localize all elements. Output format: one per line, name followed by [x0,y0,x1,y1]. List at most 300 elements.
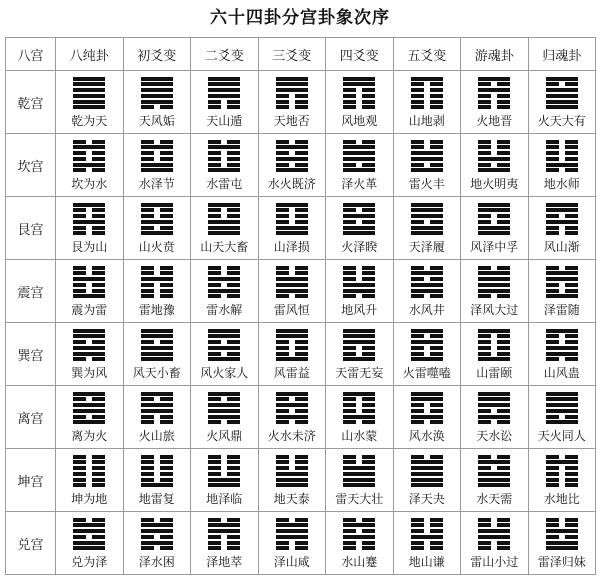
yang-line [478,472,510,476]
hexagram-cell [258,260,326,323]
yin-line [478,94,510,98]
hexagram-name: 山泽损 [273,239,310,254]
hexagram-name: 水泽节 [138,176,175,191]
yang-line [343,357,375,361]
hexagram-name: 水地比 [543,491,580,506]
hexagram-cell [393,260,461,323]
yang-line [546,529,578,533]
yang-line [73,352,105,356]
hexagram-symbol [343,518,375,551]
yin-line [141,294,173,298]
hexagram-symbol [276,518,308,551]
hexagram-name: 坤为地 [71,491,108,506]
yang-line [546,409,578,413]
yin-line [411,220,443,224]
yin-line [478,541,510,545]
yang-line [478,203,510,207]
hexagram-symbol [208,140,240,173]
yang-line [276,168,308,172]
yang-line [276,157,308,161]
yin-line [343,266,375,270]
hexagram-cell [56,512,124,575]
yang-line [276,231,308,235]
hexagram-name: 火风鼎 [206,428,243,443]
hexagram-name: 巽为风 [71,365,108,380]
yang-line [478,226,510,230]
yin-line [141,271,173,275]
hexagram-symbol [141,455,173,488]
yin-line [411,529,443,533]
hexagram-symbol [411,77,443,110]
hexagram-name: 风水涣 [408,428,445,443]
hexagram-name: 山风蛊 [543,365,580,380]
hexagram-cell [461,197,529,260]
yang-line [411,289,443,293]
yin-line [276,271,308,275]
yin-line [343,346,375,350]
yang-line [208,203,240,207]
hexagram-cell [191,449,259,512]
yin-line [141,140,173,144]
yang-line [208,529,240,533]
hexagram-cell [123,386,191,449]
yang-line [73,82,105,86]
yin-line [73,357,105,361]
yang-line [478,231,510,235]
hexagram-cell [191,512,259,575]
yang-line [546,541,578,545]
hexagram-name: 火雷噬嗑 [402,365,451,380]
yin-line [73,466,105,470]
hexagram-name: 水天需 [476,491,513,506]
yang-line [141,529,173,533]
yin-line [141,546,173,550]
hexagram-symbol [276,140,308,173]
hexagram-cell [123,197,191,260]
yang-line [411,231,443,235]
yang-line [141,403,173,407]
yang-line [141,352,173,356]
yang-line [411,472,443,476]
yin-line [546,415,578,419]
yin-line [73,478,105,482]
yin-line [343,403,375,407]
yang-line [546,392,578,396]
yang-line [478,77,510,81]
yang-line [343,151,375,155]
hexagram-symbol [208,203,240,236]
yang-line [546,163,578,167]
hexagram-cell [393,323,461,386]
yin-line [343,518,375,522]
hexagram-cell [191,260,259,323]
yang-line [478,392,510,396]
yin-line [276,460,308,464]
hexagram-symbol [208,518,240,551]
yang-line [73,294,105,298]
hexagram-symbol [73,455,105,488]
yang-line [411,340,443,344]
yin-line [546,466,578,470]
yin-line [546,82,578,86]
yang-line [73,329,105,333]
hexagram-name: 雷山小过 [470,554,519,569]
yin-line [141,460,173,464]
hexagram-name: 风雷益 [273,365,310,380]
yin-line [343,455,375,459]
yang-line [208,409,240,413]
yang-line [208,334,240,338]
yang-line [411,151,443,155]
yin-line [276,340,308,344]
hexagram-symbol [73,392,105,425]
hexagram-cell [56,449,124,512]
yin-line [276,346,308,350]
hexagram-table [5,37,596,575]
yin-line [208,518,240,522]
yang-line [208,483,240,487]
hexagram-symbol [478,77,510,110]
yin-line [276,397,308,401]
hexagram-name: 泽雷随 [543,302,580,317]
hexagram-symbol [141,518,173,551]
yang-line [478,88,510,92]
palace-row [6,323,596,386]
yin-line [478,220,510,224]
hexagram-cell [258,512,326,575]
yin-line [73,214,105,218]
yin-line [411,100,443,104]
hexagram-name: 水山蹇 [341,554,378,569]
palace-row [6,512,596,575]
palace-label: 坎宫 [6,134,56,197]
yang-line [141,203,173,207]
palace-row [6,71,596,134]
yin-line [208,546,240,550]
hexagram-symbol [141,77,173,110]
yang-line [276,529,308,533]
hexagram-symbol [478,329,510,362]
yin-line [343,94,375,98]
header-cell: 三爻变 [258,38,326,71]
yin-line [141,157,173,161]
hexagram-name: 山地剥 [408,113,445,128]
yang-line [343,168,375,172]
yin-line [343,208,375,212]
yang-line [208,88,240,92]
yin-line [208,460,240,464]
yin-line [411,409,443,413]
yang-line [411,168,443,172]
yin-line [343,140,375,144]
yin-line [411,403,443,407]
yin-line [73,472,105,476]
hexagram-symbol [276,455,308,488]
yang-line [276,357,308,361]
yang-line [546,88,578,92]
yin-line [546,357,578,361]
yang-line [141,334,173,338]
yang-line [73,403,105,407]
yang-line [208,168,240,172]
yang-line [546,220,578,224]
yin-line [343,409,375,413]
yin-line [478,294,510,298]
yin-line [546,518,578,522]
hexagram-cell [326,323,394,386]
yin-line [141,226,173,230]
hexagram-cell [258,323,326,386]
yang-line [411,77,443,81]
hexagram-symbol [411,392,443,425]
yang-line [411,208,443,212]
yin-line [546,214,578,218]
hexagram-name: 天火同人 [537,428,586,443]
yang-line [141,163,173,167]
hexagram-name: 离为火 [71,428,108,443]
yang-line [276,289,308,293]
yang-line [208,277,240,281]
yang-line [276,523,308,527]
hexagram-name: 火地晋 [476,113,513,128]
yang-line [141,346,173,350]
hexagram-cell [326,512,394,575]
yin-line [546,157,578,161]
yang-line [546,77,578,81]
yin-line [208,163,240,167]
yin-line [73,415,105,419]
yin-line [343,529,375,533]
yin-line [141,420,173,424]
yin-line [411,163,443,167]
hexagram-cell [258,197,326,260]
yin-line [546,455,578,459]
yang-line [208,82,240,86]
palace-label: 兑宫 [6,512,56,575]
yang-line [478,397,510,401]
hexagram-cell [191,71,259,134]
palace-row [6,197,596,260]
yang-line [141,392,173,396]
hexagram-symbol [73,77,105,110]
hexagram-name: 水风井 [408,302,445,317]
yin-line [73,397,105,401]
yin-line [276,420,308,424]
hexagram-cell [461,260,529,323]
yin-line [478,145,510,149]
yin-line [411,334,443,338]
yang-line [141,77,173,81]
yin-line [478,346,510,350]
yang-line [208,329,240,333]
yin-line [141,397,173,401]
hexagram-name: 天水讼 [476,428,513,443]
hexagram-name: 雷地豫 [138,302,175,317]
yang-line [276,334,308,338]
yang-line [411,357,443,361]
hexagram-name: 地天泰 [273,491,310,506]
hexagram-name: 风山渐 [543,239,580,254]
yin-line [478,518,510,522]
yin-line [276,94,308,98]
palace-label: 离宫 [6,386,56,449]
yang-line [546,546,578,550]
yang-line [411,415,443,419]
yin-line [478,546,510,550]
yang-line [208,145,240,149]
hexagram-name: 水火既济 [267,176,316,191]
yin-line [141,455,173,459]
hexagram-name: 地山谦 [408,554,445,569]
yin-line [478,140,510,144]
yang-line [411,203,443,207]
yin-line [208,340,240,344]
yin-line [411,277,443,281]
yang-line [73,88,105,92]
yin-line [73,483,105,487]
hexagram-cell [393,512,461,575]
yin-line [343,541,375,545]
yin-line [411,94,443,98]
yang-line [343,329,375,333]
hexagram-cell [191,323,259,386]
yang-line [411,478,443,482]
yin-line [343,277,375,281]
yin-line [208,455,240,459]
yin-line [276,151,308,155]
hexagram-symbol [478,392,510,425]
yin-line [208,541,240,545]
hexagram-name: 雷水解 [206,302,243,317]
hexagram-cell [393,134,461,197]
hexagram-symbol [276,266,308,299]
table-body [6,71,596,575]
yin-line [73,168,105,172]
yin-line [73,231,105,235]
hexagram-name: 天雷无妄 [335,365,384,380]
yin-line [208,214,240,218]
yin-line [141,518,173,522]
yin-line [276,518,308,522]
yang-line [343,231,375,235]
yang-line [411,466,443,470]
hexagram-symbol [478,140,510,173]
header-row [6,38,596,71]
yin-line [546,472,578,476]
yang-line [276,88,308,92]
yin-line [478,466,510,470]
hexagram-symbol [546,203,578,236]
yang-line [478,208,510,212]
yin-line [546,478,578,482]
yin-line [276,455,308,459]
yin-line [73,140,105,144]
hexagram-symbol [73,518,105,551]
yang-line [141,145,173,149]
hexagram-name: 地火明夷 [470,176,519,191]
yang-line [546,352,578,356]
yin-line [208,208,240,212]
yin-line [208,271,240,275]
yang-line [73,220,105,224]
yin-line [478,163,510,167]
hexagram-cell [326,71,394,134]
hexagram-symbol [276,329,308,362]
hexagram-symbol [73,266,105,299]
hexagram-name: 泽天夬 [408,491,445,506]
yang-line [141,94,173,98]
yang-line [73,541,105,545]
yang-line [343,392,375,396]
yang-line [478,168,510,172]
yin-line [73,208,105,212]
yang-line [141,220,173,224]
hexagram-cell [56,260,124,323]
hexagram-name: 火山旅 [138,428,175,443]
yin-line [411,523,443,527]
yin-line [73,266,105,270]
yang-line [546,346,578,350]
hexagram-name: 风天小畜 [132,365,181,380]
yang-line [478,403,510,407]
yin-line [546,266,578,270]
yin-line [546,483,578,487]
yang-line [546,329,578,333]
hexagram-cell [258,71,326,134]
yang-line [73,105,105,109]
yin-line [478,455,510,459]
palace-label: 坤宫 [6,449,56,512]
yang-line [276,535,308,539]
yin-line [343,220,375,224]
yang-line [478,277,510,281]
yang-line [343,82,375,86]
yin-line [546,231,578,235]
hexagram-name: 地风升 [341,302,378,317]
yang-line [478,283,510,287]
yang-line [208,231,240,235]
yin-line [546,226,578,230]
header-cell: 游魂卦 [461,38,529,71]
yang-line [208,415,240,419]
hexagram-cell [123,512,191,575]
yang-line [478,289,510,293]
yin-line [73,460,105,464]
hexagram-symbol [546,329,578,362]
yang-line [276,226,308,230]
hexagram-name: 风泽中孚 [470,239,519,254]
yang-line [141,329,173,333]
hexagram-cell [191,134,259,197]
yang-line [411,283,443,287]
yang-line [276,403,308,407]
hexagram-symbol [276,203,308,236]
hexagram-symbol [343,203,375,236]
hexagram-cell [123,134,191,197]
yang-line [478,460,510,464]
yang-line [343,77,375,81]
yang-line [343,340,375,344]
hexagram-cell [528,323,596,386]
yang-line [343,203,375,207]
hexagram-cell [123,449,191,512]
yin-line [343,88,375,92]
yin-line [411,546,443,550]
yin-line [478,409,510,413]
hexagram-name: 山水蒙 [341,428,378,443]
yang-line [343,334,375,338]
yang-line [141,168,173,172]
